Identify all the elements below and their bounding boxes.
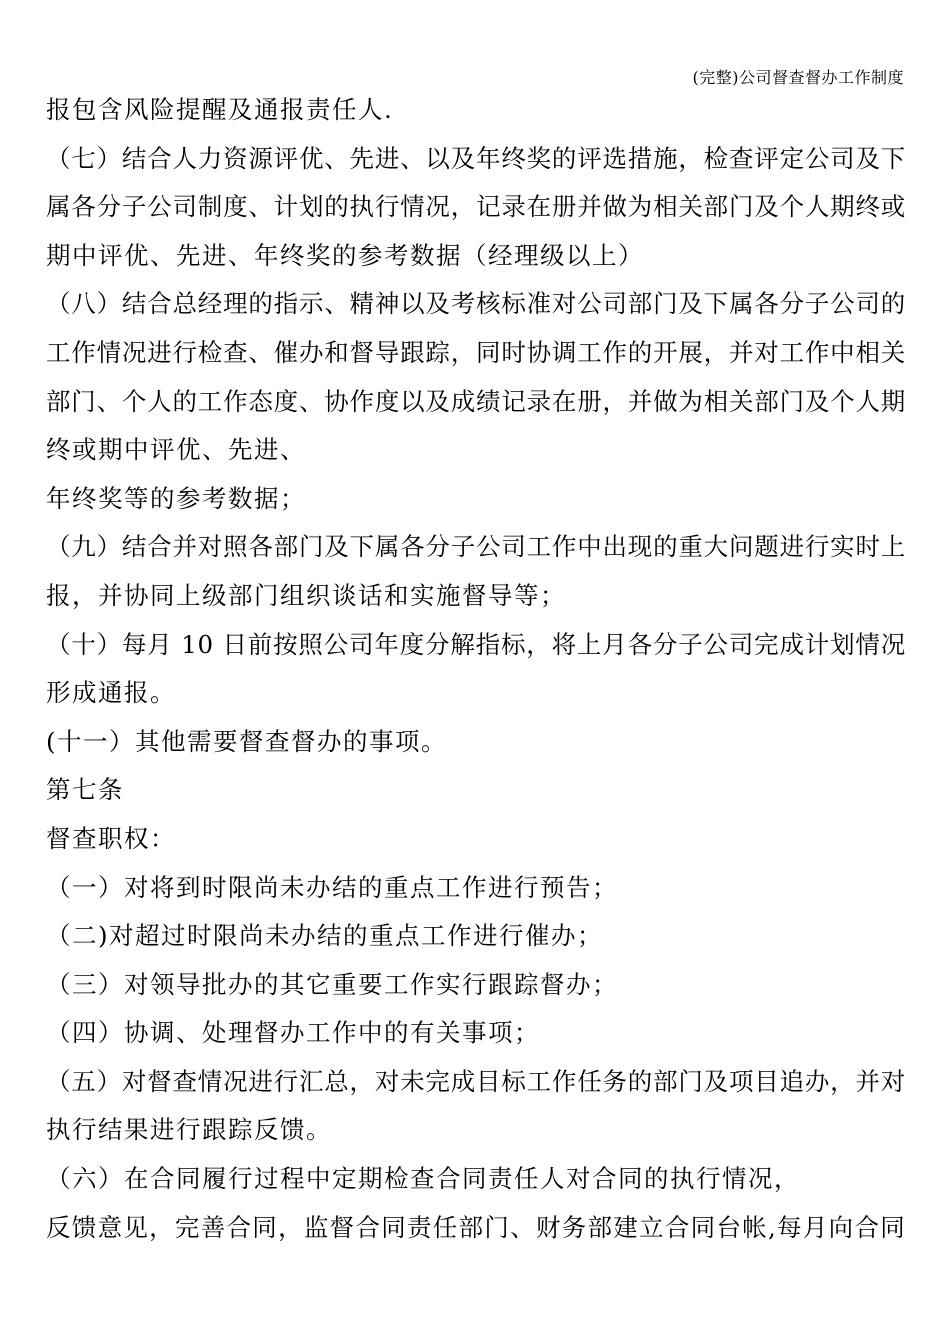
text-line: （四）协调、处理督办工作中的有关事项； xyxy=(46,1018,540,1048)
text-line: 工作情况进行检查、催办和督导跟踪，同时协调工作的开展，并对工作中相关 xyxy=(46,337,906,367)
text-line: （十）每月 10 日前按照公司年度分解指标，将上月各分子公司完成计划情况 xyxy=(46,629,906,659)
text-line: 部门、个人的工作态度、协作度以及成绩记录在册，并做为相关部门及个人期 xyxy=(46,386,906,416)
text-line: 报包含风险提醒及通报责任人. xyxy=(46,95,394,124)
text-line: （六）在合同履行过程中定期检查合同责任人对合同的执行情况， xyxy=(46,1164,800,1194)
text-line: （二)对超过时限尚未办结的重点工作进行催办； xyxy=(46,921,604,951)
text-line: （三）对领导批办的其它重要工作实行跟踪督办； xyxy=(46,969,618,999)
page-header-title: (完整)公司督查督办工作制度 xyxy=(692,68,904,87)
text-line: 终或期中评优、先进、 xyxy=(46,435,306,465)
document-body xyxy=(46,86,906,1252)
text-line: 属各分子公司制度、计划的执行情况，记录在册并做为相关部门及个人期终或 xyxy=(46,192,906,222)
text-line: 期中评优、先进、年终奖的参考数据（经理级以上） xyxy=(46,240,644,270)
section-heading: 督查职权： xyxy=(46,823,176,853)
text-line: （五）对督查情况进行汇总，对未完成目标工作任务的部门及项目追办，并对 xyxy=(46,1066,906,1096)
text-line: （七）结合人力资源评优、先进、以及年终奖的评选措施，检查评定公司及下 xyxy=(46,143,906,173)
text-line: 报，并协同上级部门组织谈话和实施督导等； xyxy=(46,580,566,610)
text-line: 形成通报。 xyxy=(46,678,176,708)
article-heading: 第七条 xyxy=(46,775,124,805)
text-line: （八）结合总经理的指示、精神以及考核标准对公司部门及下属各分子公司的 xyxy=(46,289,906,319)
text-line: 年终奖等的参考数据； xyxy=(46,483,306,513)
text-line: 执行结果进行跟踪反馈。 xyxy=(46,1115,332,1145)
text-line: (十一）其他需要督查督办的事项。 xyxy=(46,726,448,756)
text-line: （九）结合并对照各部门及下属各分子公司工作中出现的重大问题进行实时上 xyxy=(46,532,906,562)
text-line: （一）对将到时限尚未办结的重点工作进行预告； xyxy=(46,872,618,902)
text-line: 反馈意见，完善合同，监督合同责任部门、财务部建立合同台帐,每月向合同 xyxy=(46,1212,906,1242)
